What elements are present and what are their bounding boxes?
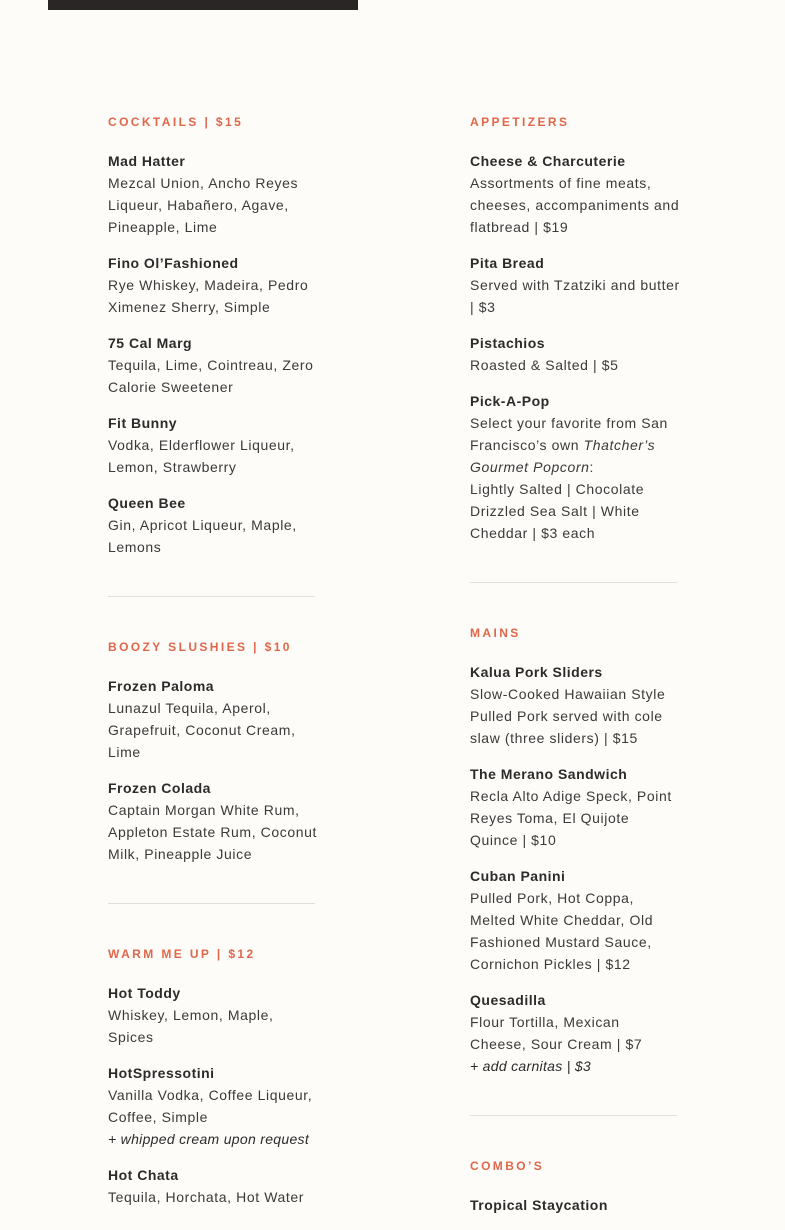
item-name: Pistachios <box>470 335 546 351</box>
item-description: Gin, Apricot Liqueur, Maple, Lemons <box>108 517 297 555</box>
menu-item <box>108 252 318 318</box>
item-name: Tropical Staycation <box>470 1197 608 1213</box>
item-description <box>470 412 680 544</box>
warm-me-up-section <box>108 946 318 1208</box>
menu-item <box>108 1164 318 1208</box>
menu-item <box>470 763 680 851</box>
item-description: Assortments of fine meats, cheeses, accompaniments and flatbread | $19 <box>470 175 680 235</box>
item-name: Mad Hatter <box>108 153 186 169</box>
menu-item <box>108 675 318 763</box>
item-name: Hot Toddy <box>108 985 181 1001</box>
desc-brand: Thatcher’s Gourmet Popcorn <box>470 437 656 475</box>
item-name: Queen Bee <box>108 495 186 511</box>
item-description: Vanilla Vodka, Coffee Liqueur, Coffee, Simple <box>108 1087 313 1125</box>
item-name: Kalua Pork Sliders <box>470 664 603 680</box>
item-description: Tequila, Lime, Cointreau, Zero Calorie Sweetener <box>108 357 314 395</box>
item-name: Quesadilla <box>470 992 546 1008</box>
desc-flavors: Lightly Salted | Chocolate Drizzled Sea Salt | White Cheddar | $3 each <box>470 481 645 541</box>
boozy-slushies-section <box>108 639 318 865</box>
item-description: Vodka, Elderflower Liqueur, Lemon, Strawberry <box>108 437 295 475</box>
menu-item <box>108 777 318 865</box>
item-description: Rye Whiskey, Madeira, Pedro Ximenez Sherry, Simple <box>108 277 309 315</box>
menu-item <box>470 1194 680 1216</box>
item-description: Slow-Cooked Hawaiian Style Pulled Pork served with cole slaw (three sliders) | $15 <box>470 686 666 746</box>
item-description: Recla Alto Adige Speck, Point Reyes Toma, El Quijote Quince | $10 <box>470 788 672 848</box>
item-name: Cheese & Charcuterie <box>470 153 626 169</box>
item-name: Frozen Colada <box>108 780 211 796</box>
item-name: Fit Bunny <box>108 415 178 431</box>
item-description: Roasted & Salted | $5 <box>470 357 619 373</box>
menu-item <box>108 412 318 478</box>
item-name: Pick-A-Pop <box>470 393 550 409</box>
menu-item <box>470 661 680 749</box>
item-description: Captain Morgan White Rum, Appleton Estate Rum, Coconut Milk, Pineapple Juice <box>108 802 318 862</box>
left-column <box>108 114 318 1222</box>
item-name: Frozen Paloma <box>108 678 215 694</box>
item-description: Pulled Pork, Hot Coppa, Melted White Cheddar, Old Fashioned Mustard Sauce, Cornichon Pickles | $12 <box>470 890 654 972</box>
cocktails-section <box>108 114 318 558</box>
menu-item <box>108 332 318 398</box>
item-name: The Merano Sandwich <box>470 766 628 782</box>
item-description: Flour Tortilla, Mexican Cheese, Sour Cream | $7 <box>470 1014 643 1052</box>
section-divider <box>470 1115 677 1116</box>
appetizers-section <box>470 114 680 544</box>
item-name: HotSpressotini <box>108 1065 215 1081</box>
appetizers-heading: APPETIZERS <box>470 115 570 129</box>
section-divider <box>470 582 677 583</box>
menu-item <box>470 332 680 376</box>
item-name: Cuban Panini <box>470 868 566 884</box>
combos-heading: COMBO’S <box>470 1159 545 1173</box>
desc-lead: Select your favorite from San Francisco’s own <box>470 415 668 453</box>
item-note: + whipped cream upon request <box>108 1131 310 1147</box>
item-description: Served with Tzatziki and butter | $3 <box>470 277 680 315</box>
menu-item <box>470 989 680 1077</box>
desc-colon: : <box>589 459 594 475</box>
menu-item <box>470 252 680 318</box>
item-name: Fino Ol’Fashioned <box>108 255 239 271</box>
menu-item <box>108 492 318 558</box>
mains-heading: MAINS <box>470 626 521 640</box>
item-note: + add carnitas | $3 <box>470 1058 592 1074</box>
item-description: Lunazul Tequila, Aperol, Grapefruit, Coconut Cream, Lime <box>108 700 296 760</box>
item-name: Pita Bread <box>470 255 545 271</box>
menu-item <box>108 1062 318 1150</box>
header-dark-bar <box>48 0 358 10</box>
item-name: 75 Cal Marg <box>108 335 193 351</box>
warm-heading: WARM ME UP | $12 <box>108 947 256 961</box>
cocktails-heading: COCKTAILS | $15 <box>108 115 244 129</box>
item-description: Tequila, Horchata, Hot Water <box>108 1189 305 1205</box>
item-description: Whiskey, Lemon, Maple, Spices <box>108 1007 274 1045</box>
menu-item <box>470 390 680 544</box>
section-divider <box>108 596 315 597</box>
section-divider <box>108 903 315 904</box>
combos-section <box>470 1158 680 1216</box>
menu-item <box>470 150 680 238</box>
item-description: Mezcal Union, Ancho Reyes Liqueur, Habañero, Agave, Pineapple, Lime <box>108 175 299 235</box>
menu-item <box>108 150 318 238</box>
mains-section <box>470 625 680 1077</box>
item-name: Hot Chata <box>108 1167 179 1183</box>
right-column <box>470 114 680 1230</box>
menu-item <box>470 865 680 975</box>
menu-item <box>108 982 318 1048</box>
slushies-heading: BOOZY SLUSHIES | $10 <box>108 640 292 654</box>
